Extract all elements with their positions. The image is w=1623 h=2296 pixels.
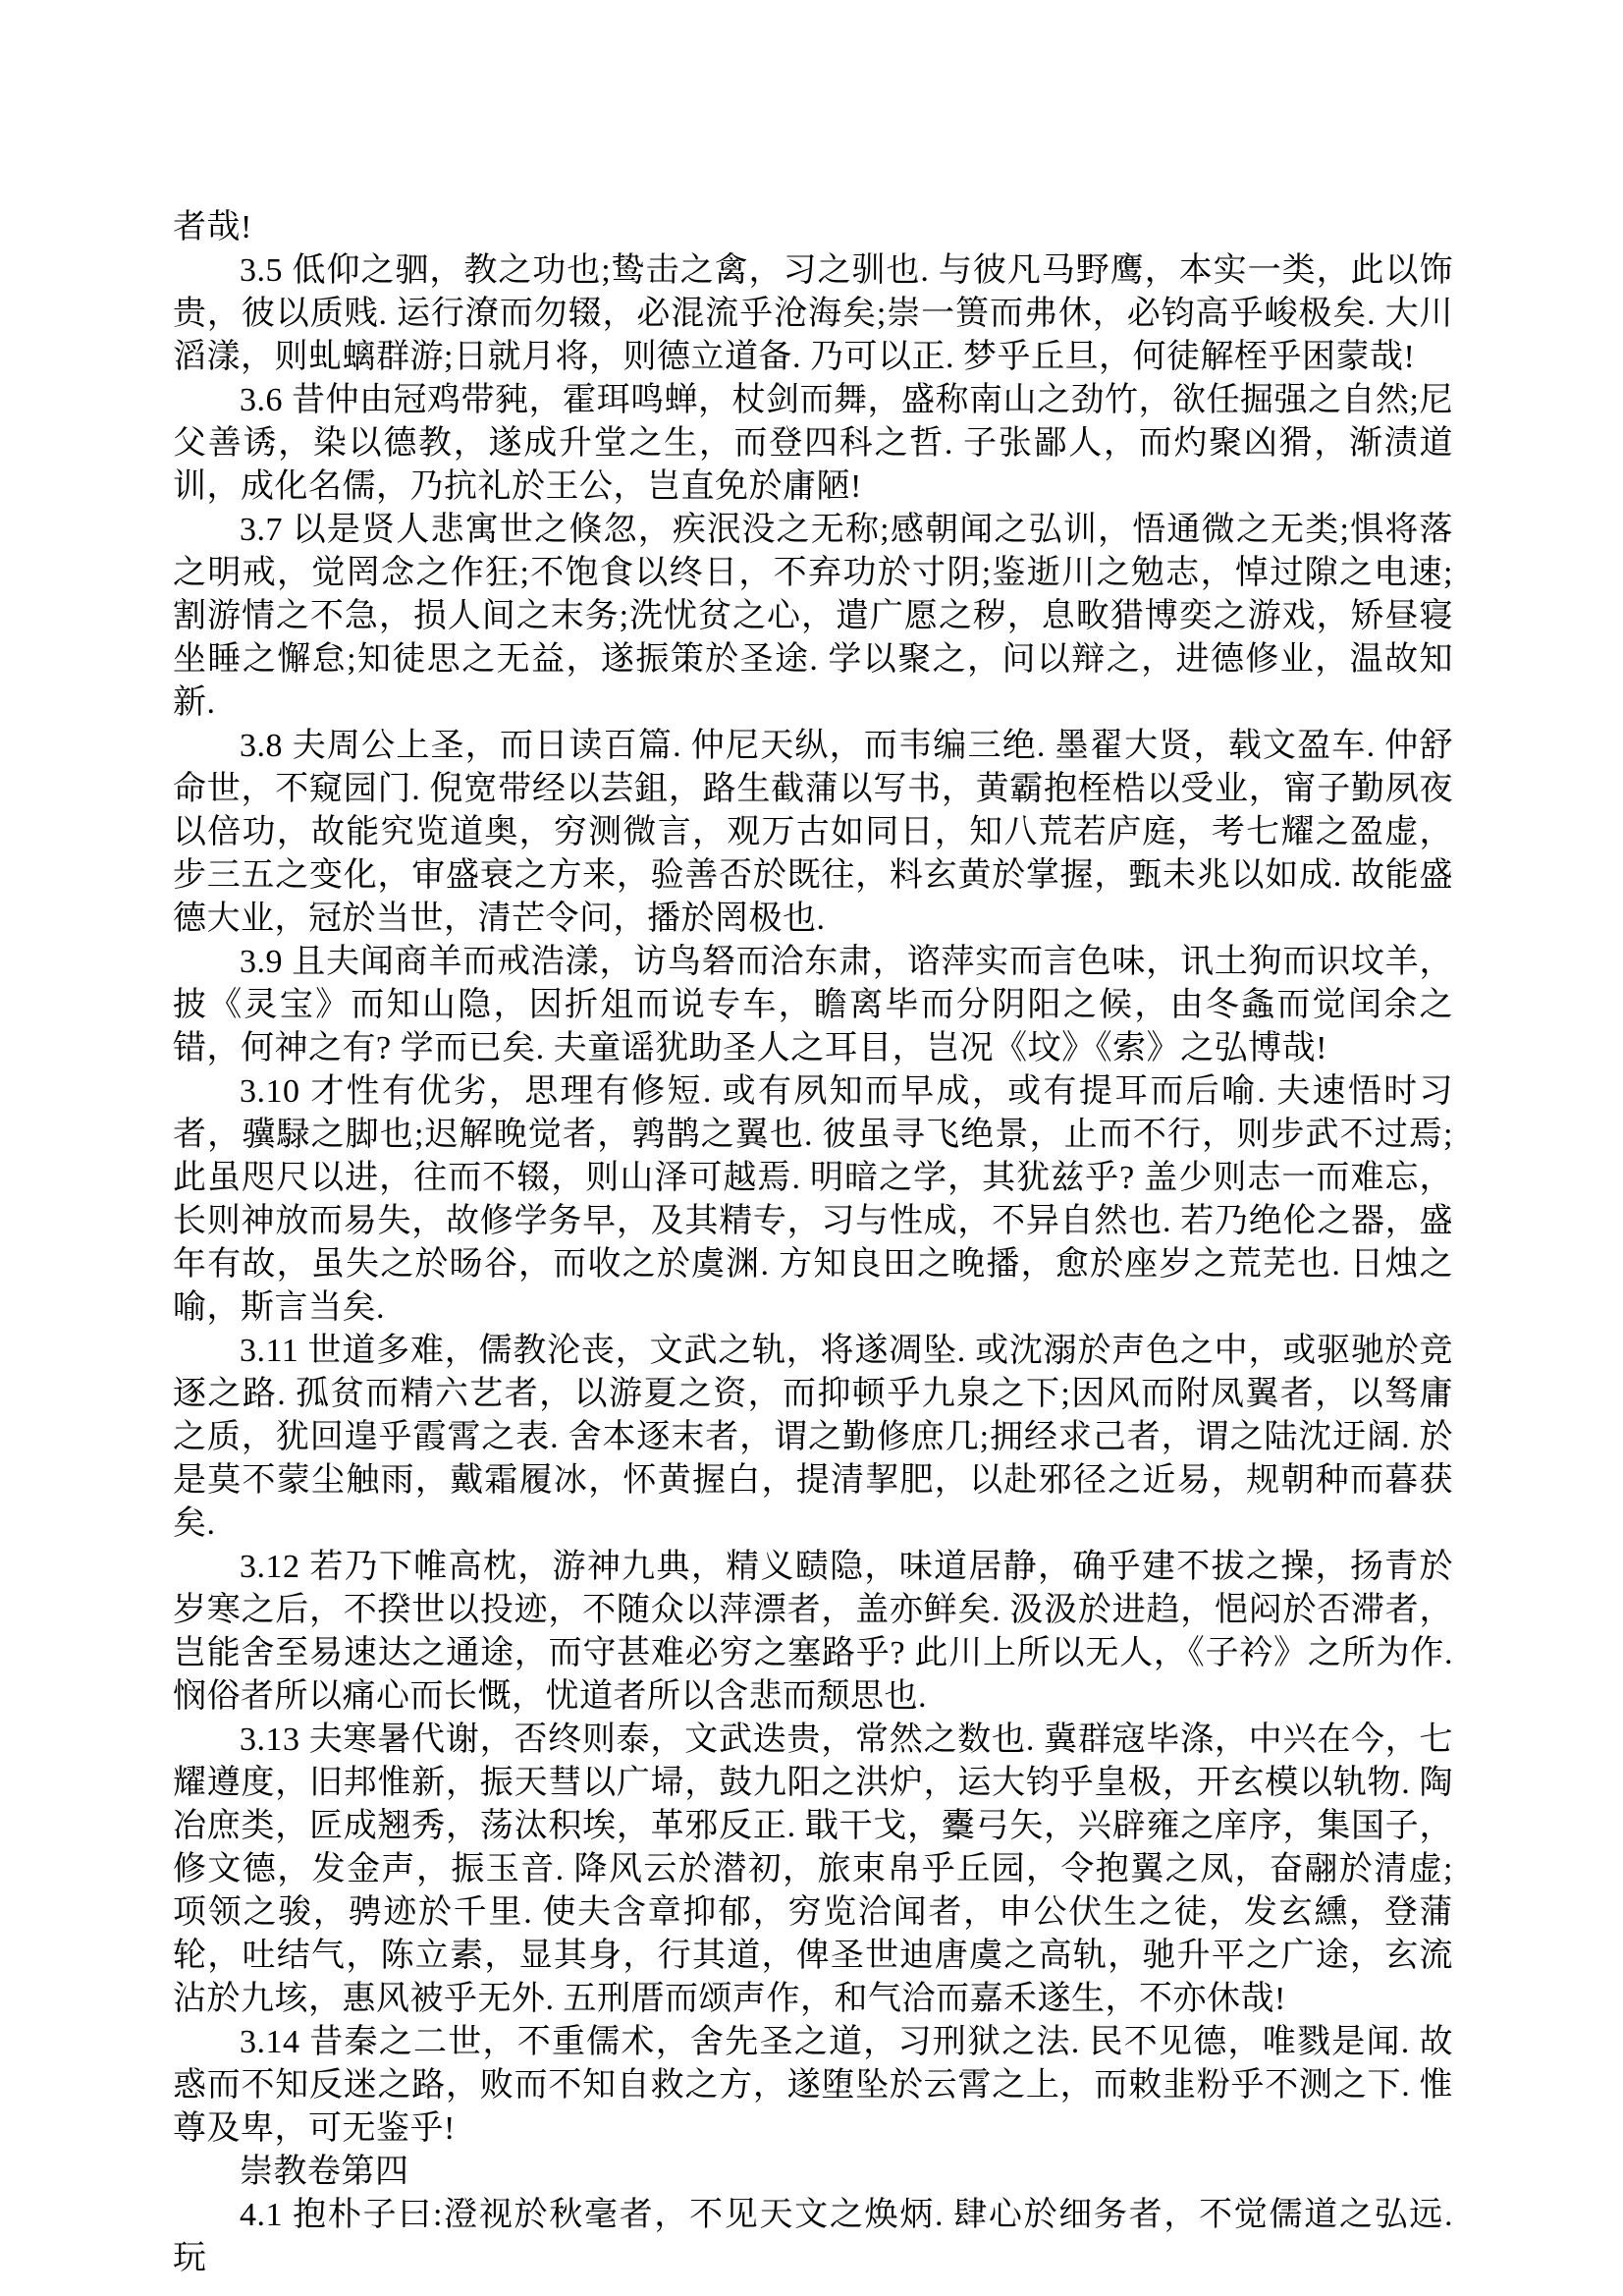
paragraph-3-11: 3.11 世道多难，儒教沦丧，文武之轨，将遂凋坠. 或沈溺於声色之中，或驱驰於竞逐之路. 孤贫而精六艺者，以游夏之资，而抑顿乎九泉之下;因风而附凤翼者，以驽庸之质，犹回遑乎霞霄之表. 舍本逐末者，谓之勤修庶几;拥经求己者，谓之陆沈迂阔. 於是莫不蒙尘触雨，戴霜履冰，怀黄握白，提清挈肥，以赴邪径之近易，规朝种而暮获矣. [173,1333,1453,1542]
paragraph-4-1: 4.1 抱朴子曰:澄视於秋毫者，不见天文之焕炳. 肆心於细务者，不觉儒道之弘远. 玩 [173,2197,1453,2276]
paragraph-3-9: 3.9 且夫闻商羊而戒浩漾，访鸟砮而洽东肃，谘萍实而言色味，讯土狗而识坟羊，披《灵宝》而知山隐，因折俎而说专车，瞻离毕而分阴阳之候，由冬螽而觉闰余之错，何神之有? 学而已矣. 夫童谣犹助圣人之耳目，岂况《坟》《索》之弘博哉! [173,944,1453,1066]
paragraph-3-5: 3.5 低仰之驷，教之功也;鸷击之禽，习之驯也. 与彼凡马野鹰，本实一类，此以饰贵，彼以质贱. 运行潦而勿辍，必混流乎沧海矣;崇一篑而弗休，必钧高乎峻极矣. 大川滔漾，则虬螭群游;日就月将，则德立道备. 乃可以正. 梦乎丘旦，何徒解桎乎困蒙哉! [173,252,1453,375]
paragraph-3-14: 3.14 昔秦之二世，不重儒术，舍先圣之道，习刑狱之法. 民不见德，唯戮是闻. 故惑而不知反迷之路，败而不知自救之方，遂堕坠於云霄之上，而敕韭粉乎不测之下. 惟尊及卑，可无鉴乎! [173,2024,1453,2147]
paragraph-3-8: 3.8 夫周公上圣，而日读百篇. 仲尼天纵，而韦编三绝. 墨翟大贤，载文盈车. 仲舒命世，不窥园门. 倪宽带经以芸鉏，路生截蒲以写书，黄霸抱桎梏以受业，甯子勤夙夜以倍功，故能究览道奥，穷测微言，观万古如同日，知八荒若庐庭，考七耀之盈虚，步三五之变化，审盛衰之方来，验善否於既往，料玄黄於掌握，甄未兆以如成. 故能盛德大业，冠於当世，清芒令问，播於罔极也. [173,728,1453,937]
paragraph-continuation: 者哉! [173,209,252,246]
paragraph-3-10: 3.10 才性有优劣，思理有修短. 或有夙知而早成，或有提耳而后喻. 夫速悟时习者，骥騄之脚也;迟解晚觉者，鹑鹊之翼也. 彼虽寻飞绝景，止而不行，则步武不过焉;此虽咫尺以进，往而不辍，则山泽可越焉. 明暗之学，其犹兹乎? 盖少则志一而难忘，长则神放而易失，故修学务早，及其精专，习与性成，不异自然也. 若乃绝伦之器，盛年有故，虽失之於旸谷，而收之於虞渊. 方知良田之晚播，愈於座岁之荒芜也. 日烛之喻，斯言当矣. [173,1073,1453,1326]
paragraph-3-12: 3.12 若乃下帷高枕，游神九典，精义赜隐，味道居静，确乎建不拔之操，扬青於岁寒之后，不揆世以投迹，不随众以萍漂者，盖亦鲜矣. 汲汲於进趋，悒闷於否滞者，岂能舍至易速达之通途，而守甚难必穷之塞路乎? 此川上所以无人，《子衿》之所为作. 悯俗者所以痛心而长慨，忧道者所以含悲而颓思也. [173,1549,1453,1715]
paragraph-3-7: 3.7 以是贤人悲寓世之倏忽，疾泯没之无称;感朝闻之弘训，悟通微之无类;惧将落之明戒，觉罔念之作狂;不饱食以终日，不弃功於寸阴;鉴逝川之勉志，悼过隙之电速;割游情之不急，损人间之末务;洗忧贫之心，遣广愿之秽，息畋猎博奕之游戏，矫昼寝坐睡之懈怠;知徒思之无益，遂振策於圣途. 学以聚之，问以辩之，进德修业，温故知新. [173,512,1453,721]
paragraph-3-6: 3.6 昔仲由冠鸡带豘，霍珥鸣蝉，杖剑而舞，盛称南山之劲竹，欲任掘强之自然;尼父善诱，染以德教，遂成升堂之生，而登四科之哲. 子张鄙人，而灼聚凶猾，渐渍道训，成化名儒，乃抗礼於王公，岂直免於庸陋! [173,382,1453,505]
text-body [173,206,1453,2280]
paragraph-3-13: 3.13 夫寒暑代谢，否终则泰，文武迭贵，常然之数也. 冀群寇毕涤，中兴在今，七耀遵度，旧邦惟新，振天彗以广埽，鼓九阳之洪炉，运大钧乎皇极，开玄模以轨物. 陶冶庶类，匠成翘秀，荡汰积埃，革邪反正. 戢干戈，櫜弓矢，兴辟雍之庠序，集国子，修文德，发金声，振玉音. 降风云於潜初，旅束帛乎丘园，令抱翼之凤，奋翮於清虚;项领之骏，骋迹於千里. 使夫含章抑郁，穷览洽闻者，申公伏生之徒，发玄纁，登蒲轮，吐结气，陈立素，显其身，行其道，俾圣世迪唐虞之高轨，驰升平之广途，玄流沾於九垓，惠风被乎无外. 五刑厝而颂声作，和气洽而嘉禾遂生，不亦休哉! [173,1722,1453,2017]
section-heading: 崇教卷第四 [240,2154,409,2190]
